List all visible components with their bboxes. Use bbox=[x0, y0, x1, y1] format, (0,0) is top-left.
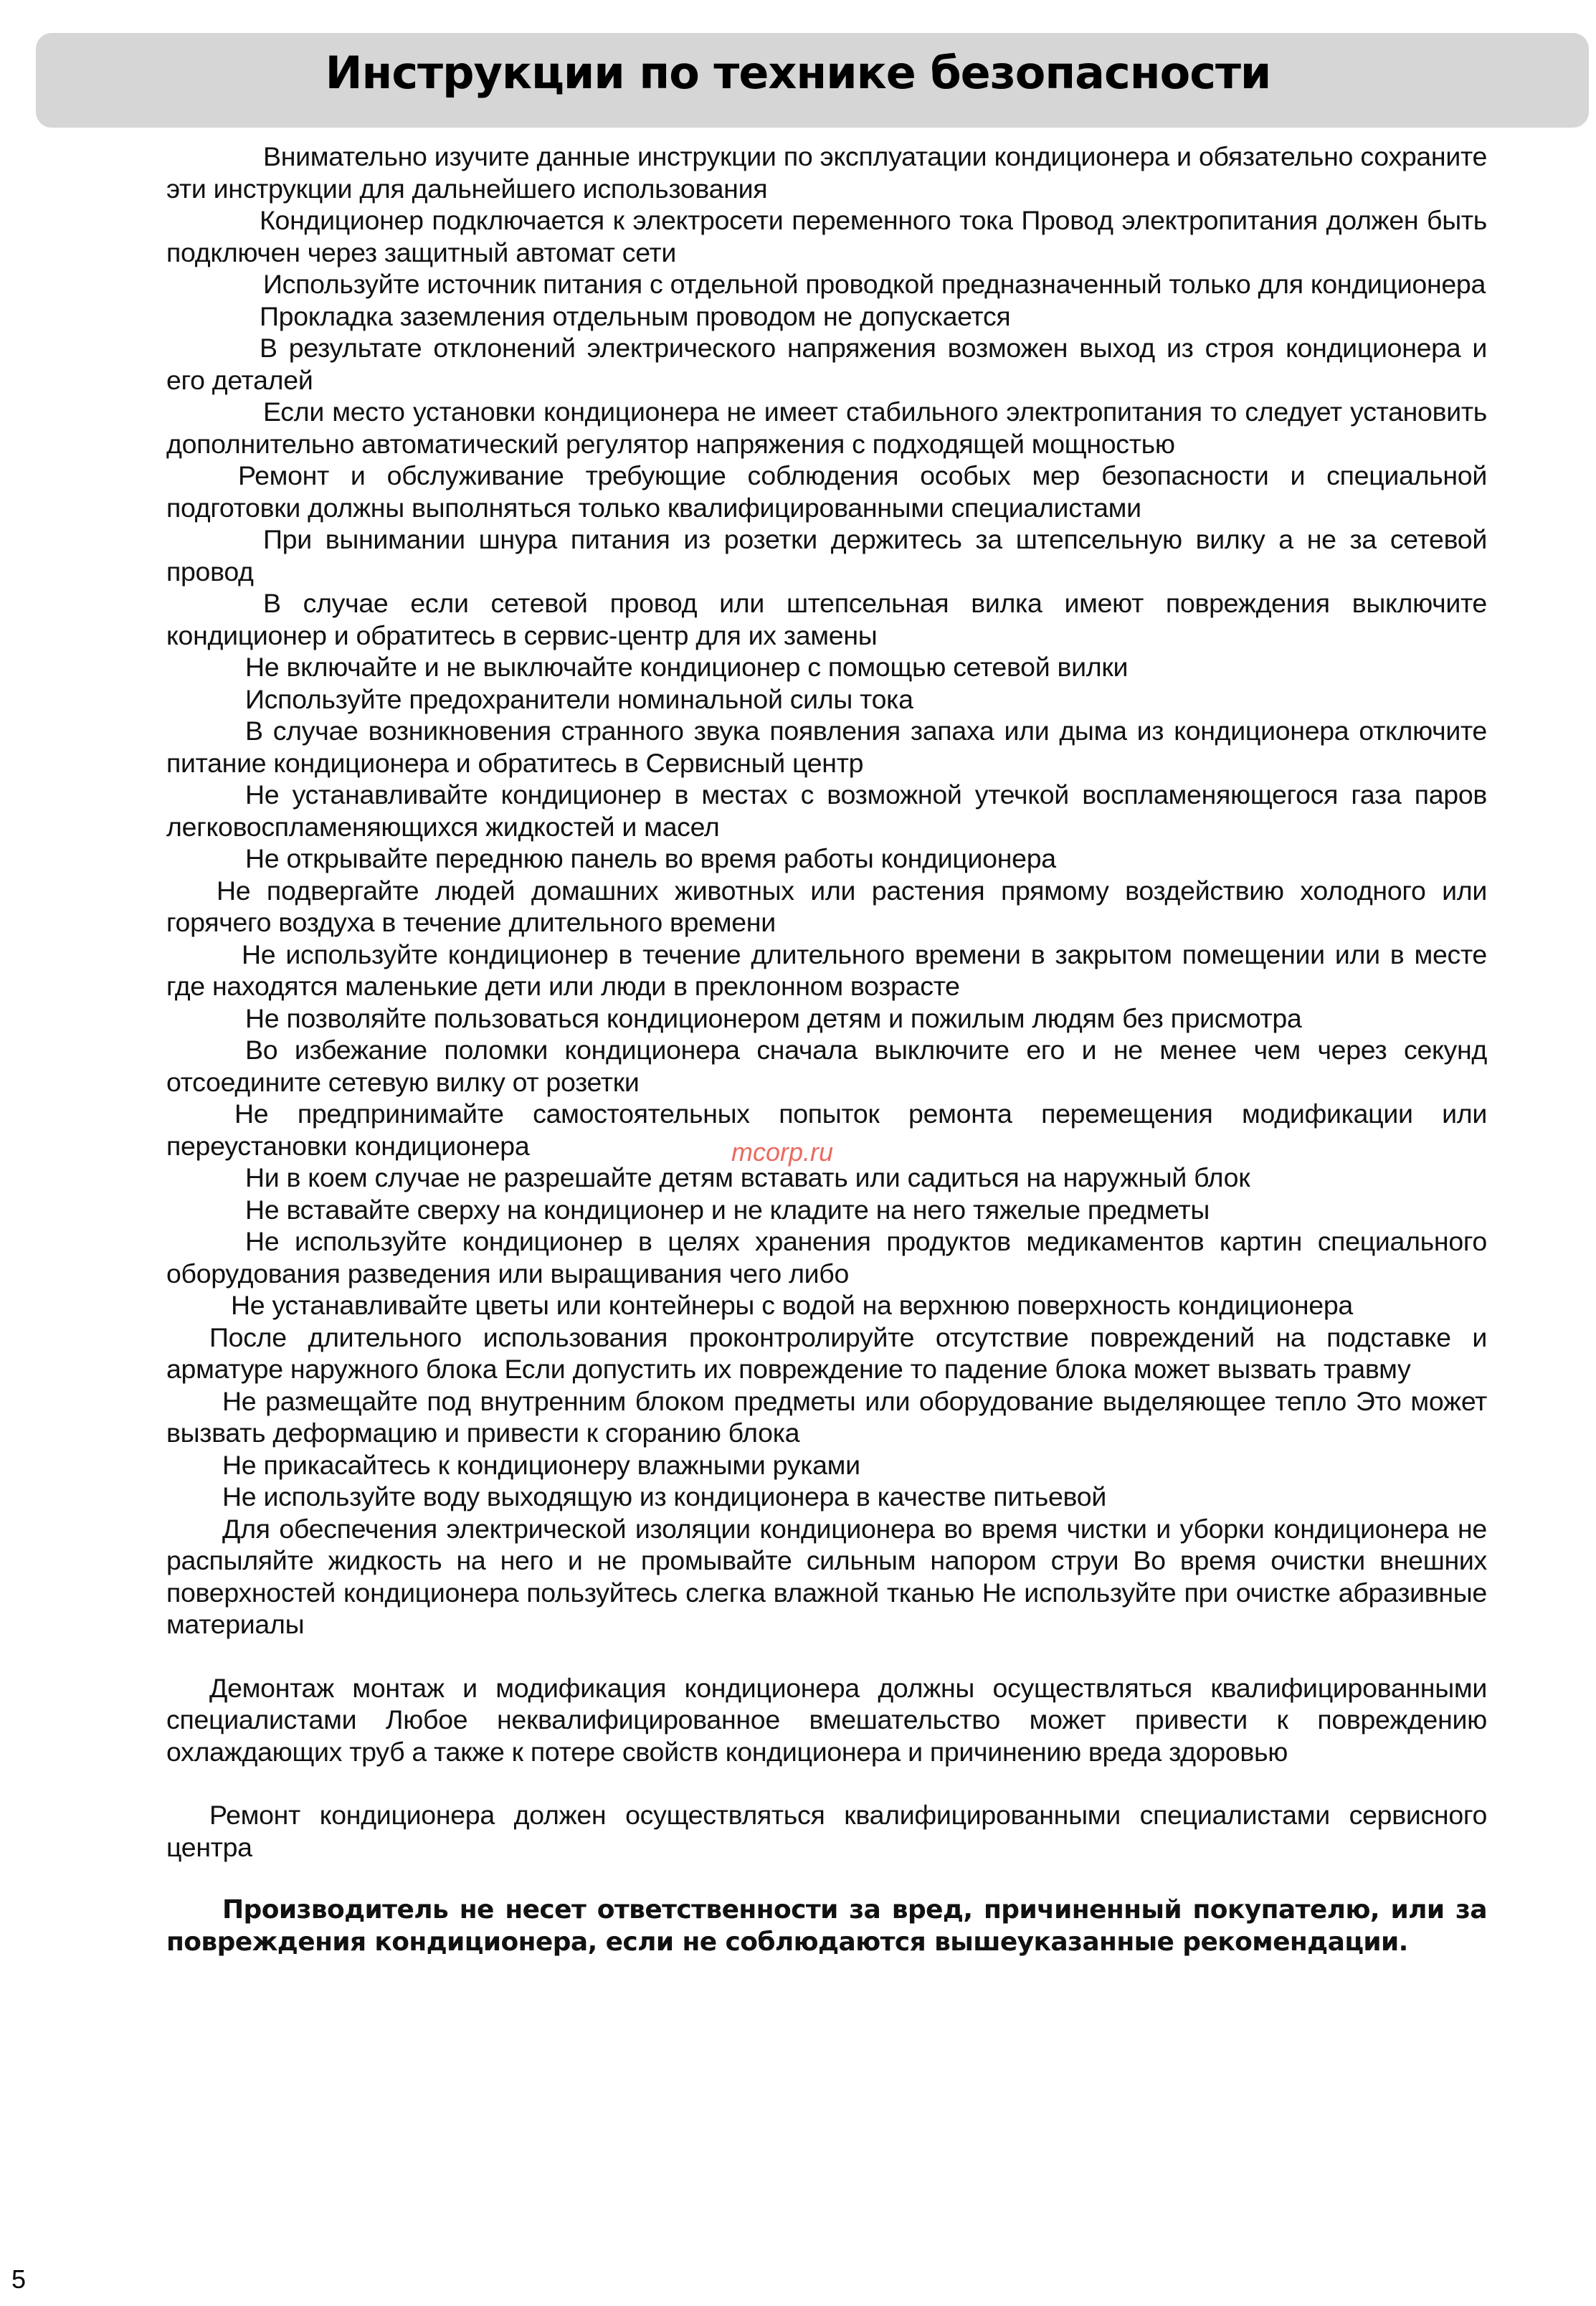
instruction-paragraph: После длительного использования проконтролируйте отсутствие повреждений на подставке и арматуре наружного блока Если допустить их повреждение то падение блока может вызвать травму bbox=[166, 1322, 1487, 1384]
instruction-paragraph: Не устанавливайте цветы или контейнеры с водой на верхнюю поверхность кондиционера bbox=[231, 1290, 1353, 1320]
instruction-paragraph: Не используйте кондиционер в течение длительного времени в закрытом помещении или в месте где находятся маленькие дети или люди в преклонном возрасте bbox=[166, 939, 1487, 1001]
instruction-paragraph: Ремонт и обслуживание требующие соблюдения особых мер безопасности и специальной подготовки должны выполняться только квалифицированными специалистами bbox=[166, 460, 1487, 523]
instruction-paragraph: В результате отклонений электрического напряжения возможен выход из строя кондиционера и его деталей bbox=[166, 333, 1487, 395]
instruction-paragraph: Не используйте кондиционер в целях хранения продуктов медикаментов картин специального оборудования разведения или выращивания чего либо bbox=[166, 1226, 1487, 1289]
instruction-paragraph: Не позволяйте пользоваться кондиционером детям и пожилым людям без присмотра bbox=[245, 1002, 1302, 1033]
paragraph-spacer bbox=[166, 1863, 1487, 1894]
instruction-paragraph: Для обеспечения электрической изоляции кондиционера во время чистки и уборки кондиционера не распыляйте жидкость на него и не промывайте сильным напором струи Во время очистки внешних поверхностей кондиционера пользуйтесь слегка влажной тканью Не используйте при очистке абразивные материалы bbox=[166, 1513, 1487, 1639]
instruction-paragraph: Не размещайте под внутренним блоком предметы или оборудование выделяющее тепло Это может вызвать деформацию и привести к сгоранию блока bbox=[166, 1385, 1487, 1448]
instruction-paragraph: Во избежание поломки кондиционера сначала выключите его и не менее чем через секунд отсоедините сетевую вилку от розетки bbox=[166, 1035, 1487, 1097]
instruction-paragraph: Ни в коем случае не разрешайте детям вставать или садиться на наружный блок bbox=[245, 1162, 1250, 1192]
page-title: Инструкции по технике безопасности bbox=[325, 47, 1271, 99]
instruction-paragraph: В случае если сетевой провод или штепсельная вилка имеют повреждения выключите кондиционер и обратитесь в сервис-центр для их замены bbox=[166, 588, 1487, 650]
instruction-paragraph: Не включайте и не выключайте кондиционер с помощью сетевой вилки bbox=[245, 652, 1129, 682]
page-number: 5 bbox=[11, 2264, 27, 2294]
instruction-paragraph: Ремонт кондиционера должен осуществляться квалифицированными специалистами сервисного центра bbox=[166, 1800, 1487, 1862]
instruction-paragraph: Не вставайте сверху на кондиционер и не кладите на него тяжелые предметы bbox=[245, 1194, 1210, 1225]
paragraph-spacer bbox=[166, 1641, 1487, 1672]
instruction-paragraph: В случае возникновения странного звука появления запаха или дыма из кондиционера отключите питание кондиционера и обратитесь в Сервисный центр bbox=[166, 716, 1487, 778]
instruction-paragraph: Внимательно изучите данные инструкции по эксплуатации кондиционера и обязательно сохраните эти инструкции для дальнейшего использования bbox=[166, 141, 1487, 204]
instruction-paragraph: Если место установки кондиционера не имеет стабильного электропитания то следует установить дополнительно автоматический регулятор напряжения с подходящей мощностью bbox=[166, 397, 1487, 459]
instruction-paragraph: Кондиционер подключается к электросети переменного тока Провод электропитания должен быть подключен через защитный автомат сети bbox=[166, 205, 1487, 267]
document-body bbox=[166, 141, 1487, 1958]
instruction-paragraph: Не используйте воду выходящую из кондиционера в качестве питьевой bbox=[222, 1481, 1106, 1512]
instruction-paragraph: Не предпринимайте самостоятельных попыток ремонта перемещения модификации или переустановки кондиционера bbox=[166, 1099, 1487, 1161]
instruction-paragraph: Демонтаж монтаж и модификация кондиционера должны осуществляться квалифицированными специалистами Любое неквалифицированное вмешательство может привести к повреждению охлаждающих труб а также к потере свойств кондиционера и причинению вреда здоровью bbox=[166, 1672, 1487, 1767]
instruction-paragraph: Не прикасайтесь к кондиционеру влажными руками bbox=[222, 1449, 860, 1480]
instruction-paragraph: Используйте предохранители номинальной силы тока bbox=[245, 683, 913, 714]
disclaimer: Производитель не несет ответственности за вред, причиненный покупателю, или за повреждения кондиционера, если не соблюдаются вышеуказанные рекомендации. bbox=[166, 1895, 1487, 1957]
instruction-paragraph: Не открывайте переднюю панель во время работы кондиционера bbox=[245, 843, 1056, 873]
instruction-paragraph: Не подвергайте людей домашних животных или растения прямому воздействию холодного или горячего воздуха в течение длительного времени bbox=[166, 875, 1487, 937]
instruction-paragraph: Прокладка заземления отдельным проводом не допускается bbox=[260, 300, 1011, 331]
watermark: mcorp.ru bbox=[731, 1137, 834, 1167]
instruction-paragraph: При вынимании шнура питания из розетки держитесь за штепсельную вилку а не за сетевой провод bbox=[166, 524, 1487, 587]
paragraph-spacer bbox=[166, 1768, 1487, 1799]
instruction-paragraph: Не устанавливайте кондиционер в местах с возможной утечкой воспламеняющегося газа паров легковоспламеняющихся жидкостей и масел bbox=[166, 779, 1487, 842]
instruction-paragraph: Используйте источник питания с отдельной проводкой предназначенный только для кондиционера bbox=[263, 269, 1486, 299]
